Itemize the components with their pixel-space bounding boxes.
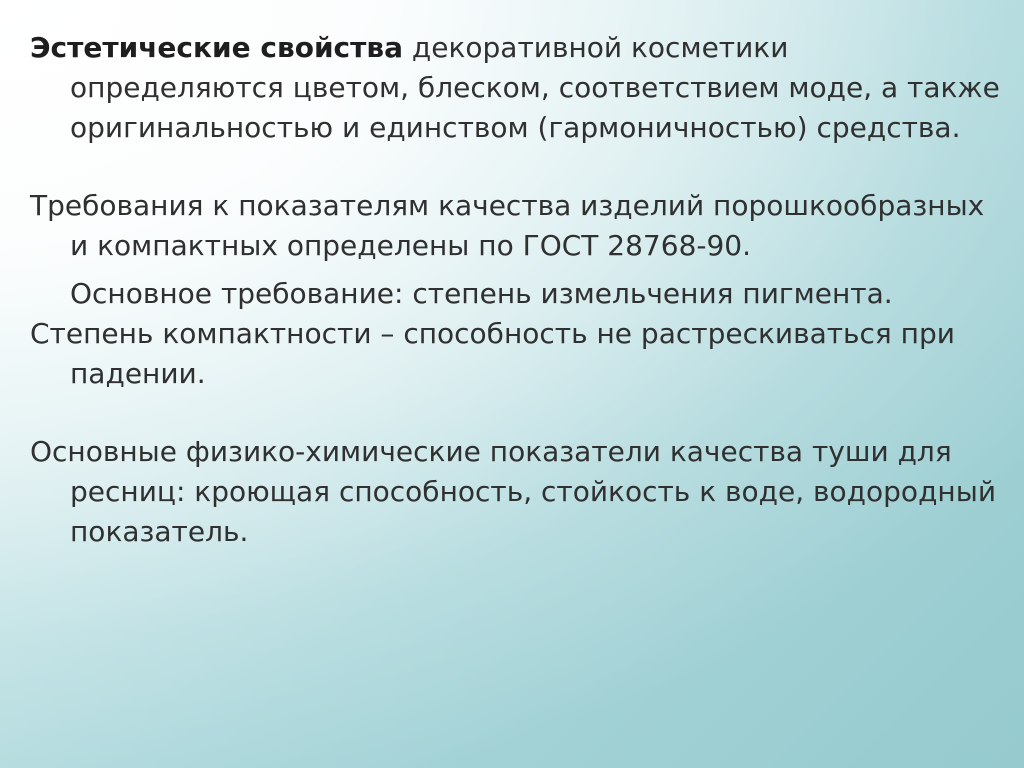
paragraph-mascara-indicators: Основные физико-химические показатели качества туши для ресниц: кроющая способность, стойкость к воде, водородный показатель. <box>30 435 997 548</box>
paragraph-aesthetic-properties <box>30 28 1005 148</box>
paragraph-quality-requirements: Требования к показателям качества изделий порошкообразных и компактных определены по ГОСТ 28768-90. <box>30 189 985 262</box>
aesthetic-properties-heading: Эстетические свойства <box>30 31 403 64</box>
spacer <box>30 266 1005 274</box>
paragraph-main-requirement: Основное требование: степень измельчения пигмента. <box>70 277 893 310</box>
spacer <box>30 148 1005 186</box>
spacer <box>30 394 1005 432</box>
aesthetic-properties-text: декоративной косметики определяются цветом, блеском, соответствием моде, а также оригинальностью и единством (гармоничностью) средства. <box>70 31 1000 144</box>
paragraph-compactness: Степень компактности – способность не растрескиваться при падении. <box>30 317 955 390</box>
slide-content <box>30 28 1005 552</box>
